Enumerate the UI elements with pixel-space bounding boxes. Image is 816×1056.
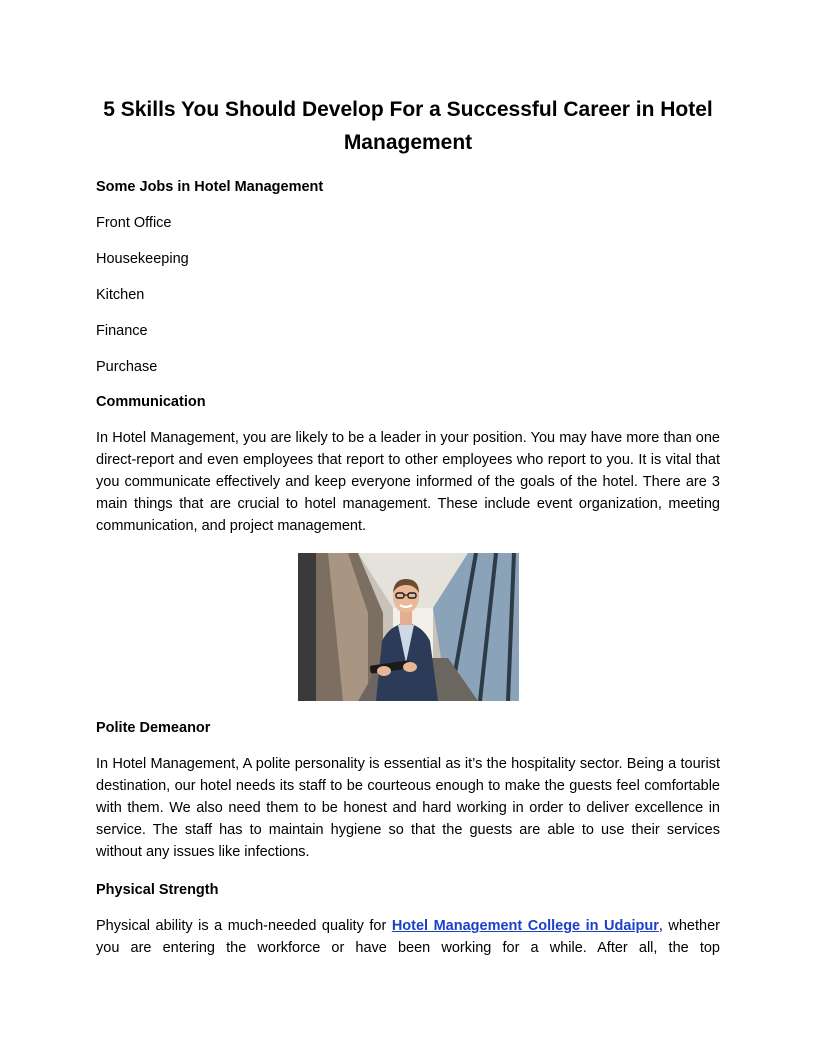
job-item: Front Office <box>96 215 172 231</box>
job-item: Finance <box>96 323 148 339</box>
jobs-heading: Some Jobs in Hotel Management <box>96 179 324 195</box>
job-item: Purchase <box>96 359 158 375</box>
physical-heading: Physical Strength <box>96 882 219 898</box>
communication-heading: Communication <box>96 394 206 410</box>
hotel-manager-photo <box>298 553 519 701</box>
job-item: Housekeeping <box>96 251 189 267</box>
hotel-management-college-link[interactable]: Hotel Management College in Udaipur <box>391 918 659 934</box>
physical-paragraph <box>96 915 720 959</box>
polite-heading: Polite Demeanor <box>96 720 211 736</box>
job-item: Kitchen <box>96 287 145 303</box>
communication-paragraph: In Hotel Management, you are likely to be a leader in your position. You may have more than one direct-report and even employees that report to other employees who report to you. It is vital that you communicate effectively and keep everyone informed of the goals of the hotel. There are 3 main things that are crucial to hotel management. These include event organization, meeting communication, and project management. <box>96 430 720 534</box>
page-title: 5 Skills You Should Develop For a Successful Career in Hotel Management <box>103 98 713 154</box>
physical-text-end: , whether you are entering the workforce or have been working for a while. After all, the top <box>96 918 720 956</box>
polite-paragraph: In Hotel Management, A polite personality is essential as it’s the hospitality sector. Being a tourist destination, our hotel needs its staff to be courteous enough to make the guests feel comfortable with them. We also need them to be honest and hard working in order to deliver excellence in service. The staff has to maintain hygiene so that the guests are able to use their services without any issues like infections. <box>96 756 720 860</box>
physical-text-start: Physical ability is a much-needed quality for <box>96 918 392 934</box>
